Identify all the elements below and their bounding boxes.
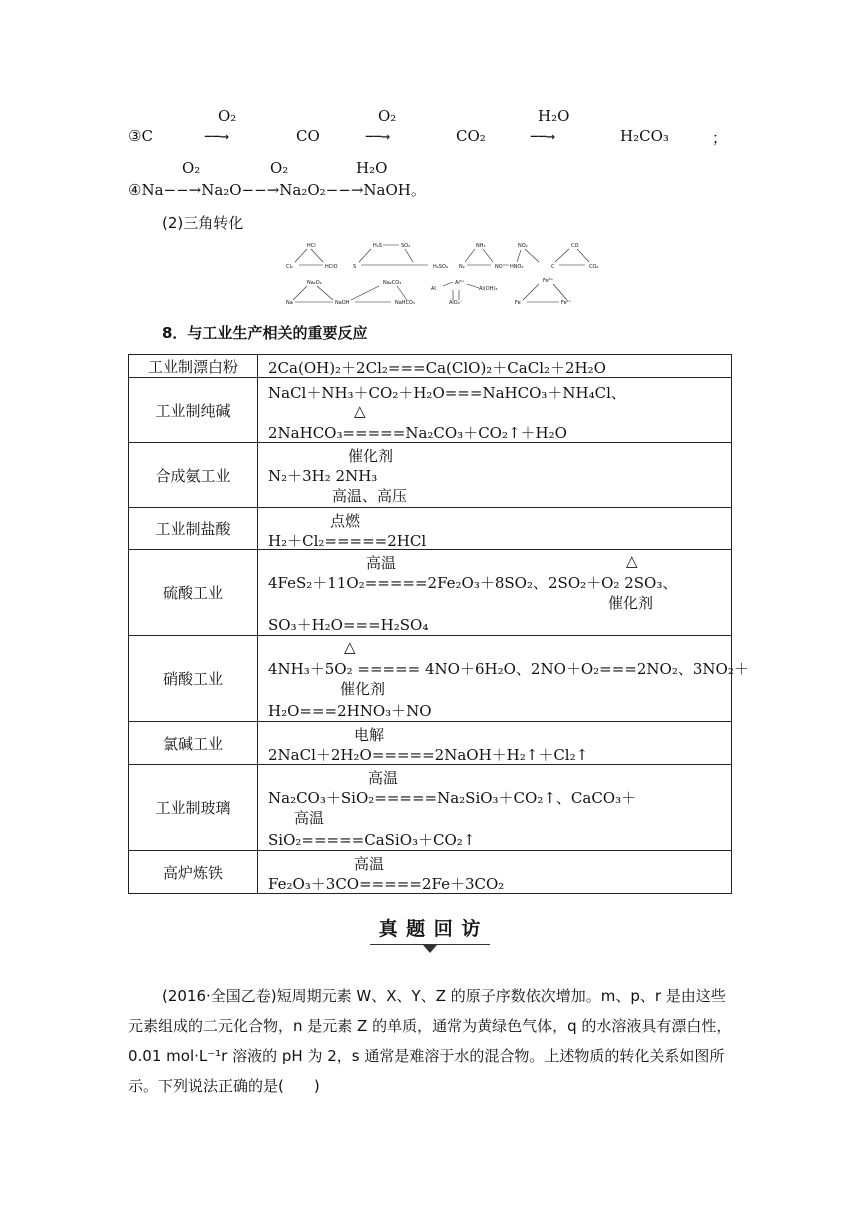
tri-fe2: Fe²⁺ (561, 300, 572, 306)
industrial-reactions-table (128, 354, 749, 894)
section-8-title: 8．与工业生产相关的重要反应 (162, 324, 368, 342)
row-equation (258, 636, 749, 722)
row-name: 硝酸工业 (129, 636, 258, 722)
tri-h2so4: H₂SO₄ (433, 264, 448, 270)
equation-line: Fe₂O₃＋3CO=====2Fe＋3CO₂ (268, 875, 505, 893)
row-equation (258, 550, 732, 636)
table-row (129, 550, 732, 636)
tri-na: Na (286, 300, 293, 306)
chain4-cond-1: O₂ (182, 159, 201, 177)
tri-co: CO (571, 243, 579, 249)
tri-al: Al (431, 286, 436, 292)
table-row (129, 722, 732, 765)
table-row (129, 765, 732, 851)
table-row (129, 443, 732, 508)
row-name: 工业制漂白粉 (129, 355, 258, 378)
tri-n2: N₂ (459, 264, 465, 270)
chain4-cond-3: H₂O (356, 159, 388, 177)
tri-na2o2: Na₂O₂ (307, 280, 322, 286)
table-row (129, 508, 732, 550)
condition: 高温 (354, 855, 385, 873)
chain3-arrow-1: −−→ (204, 127, 229, 145)
equation-line: SiO₂=====CaSiO₃＋CO₂↑ (268, 831, 476, 849)
row-equation (258, 851, 732, 894)
equation-line: 2NaHCO₃=====Na₂CO₃＋CO₂↑＋H₂O (268, 424, 567, 442)
equation-line: N₂＋3H₂ 2NH₃ (268, 467, 378, 485)
banner-pointer-icon (370, 945, 490, 955)
tri-co2: CO₂ (589, 264, 599, 270)
tri-nh3: NH₃ (476, 243, 486, 249)
chain3-cond-1: O₂ (218, 107, 237, 125)
condition: 高温 (368, 769, 399, 787)
condition: 催化剂 (608, 594, 654, 612)
row-name: 工业制玻璃 (129, 765, 258, 851)
equation-line: NaCl＋NH₃＋CO₂＋H₂O===NaHCO₃＋NH₄Cl、 (268, 384, 626, 402)
tri-al3: Al³⁺ (455, 280, 465, 286)
condition: 电解 (354, 726, 385, 744)
tri-alo2: AlO₂⁻ (449, 300, 463, 306)
tri-so2: SO₂ (401, 243, 411, 249)
tri-hno3: HNO₃ (510, 264, 524, 270)
row-equation (258, 765, 732, 851)
condition: 催化剂 (340, 680, 386, 698)
tri-naoh: NaOH (335, 300, 350, 306)
condition: △ (344, 638, 356, 656)
tri-nahco3: NaHCO₃ (395, 300, 415, 306)
table-row (129, 851, 732, 894)
tri-fe: Fe (515, 300, 521, 306)
condition: 高温 (294, 809, 325, 827)
section-triangle: (2)三角转化 (162, 214, 244, 232)
row-name: 硫酸工业 (129, 550, 258, 636)
table-row (129, 636, 732, 722)
chain3-cond-3: H₂O (538, 107, 570, 125)
row-name: 工业制盐酸 (129, 508, 258, 550)
equation-line: 4NH₃＋5O₂ ===== 4NO＋6H₂O、2NO＋O₂===2NO₂、3NO₂＋ (268, 660, 749, 678)
table-row (129, 378, 732, 443)
row-equation (258, 378, 732, 443)
question-paragraph (128, 981, 736, 1101)
chain3-item-1: CO (296, 127, 320, 145)
tri-hclo: HClO (325, 264, 338, 270)
tri-aloh3: Al(OH)₃ (479, 286, 498, 292)
row-equation (258, 722, 732, 765)
row-name: 氯碱工业 (129, 722, 258, 765)
row-equation (258, 443, 732, 508)
chain3-label: ③C (128, 127, 153, 145)
tri-s: S (353, 264, 357, 270)
question-text: 短周期元素 W、X、Y、Z 的原子序数依次增加。m、p、r 是由这些元素组成的二元化合物，n 是元素 Z 的单质，通常为黄绿色气体，q 的水溶液具有漂白性，0.01 mol·L⁻¹r 溶液的 pH 为 2，s 通常是难溶于水的混合物。上述物质的转化关系如图所示。下列说法正确的是( ) (128, 987, 732, 1095)
equation-line: H₂O===2HNO₃＋NO (268, 702, 432, 720)
chain4-cond-2: O₂ (270, 159, 289, 177)
row-equation (258, 508, 732, 550)
tri-hcl: HCl (307, 243, 316, 249)
triangle-conversion-figure (283, 238, 613, 308)
row-name: 工业制纯碱 (129, 378, 258, 443)
table-row (129, 355, 732, 378)
equation-line: SO₃＋H₂O===H₂SO₄ (268, 616, 429, 634)
tri-fe3: Fe³⁺ (543, 278, 554, 284)
chain4-text: ④Na−−→Na₂O−−→Na₂O₂−−→NaOH。 (128, 181, 426, 199)
chain3-arrow-2: −−→ (365, 127, 390, 145)
row-name: 合成氨工业 (129, 443, 258, 508)
equation-line: Na₂CO₃＋SiO₂=====Na₂SiO₃＋CO₂↑、CaCO₃＋ (268, 789, 637, 807)
tri-h2s: H₂S (373, 243, 382, 249)
condition: 高温 (366, 554, 397, 572)
question-source: (2016·全国乙卷) (162, 987, 277, 1005)
row-name: 高炉炼铁 (129, 851, 258, 894)
tri-no2: NO₂ (518, 243, 528, 249)
row-equation (258, 355, 732, 378)
equation-line: 2NaCl＋2H₂O=====2NaOH＋H₂↑＋Cl₂↑ (268, 746, 589, 764)
condition: △ (626, 552, 638, 570)
section-banner (370, 914, 490, 950)
equation-line: 4FeS₂＋11O₂=====2Fe₂O₃＋8SO₂、2SO₂＋O₂ 2SO₃、 (268, 574, 678, 592)
banner-title: 真 题 回 访 (370, 914, 490, 945)
tri-na2co3: Na₂CO₃ (383, 280, 402, 286)
condition: 点燃 (330, 512, 361, 530)
tri-cl2: Cl₂ (286, 264, 293, 270)
chain3-item-3: H₂CO₃ (620, 127, 669, 145)
chain3-item-2: CO₂ (456, 127, 486, 145)
chain3-end: ； (712, 129, 728, 147)
condition: △ (354, 402, 366, 420)
chain3-arrow-3: −−→ (530, 127, 555, 145)
condition: 高温、高压 (332, 487, 408, 505)
equation-line: H₂＋Cl₂=====2HCl (268, 532, 427, 550)
chain3-cond-2: O₂ (378, 107, 397, 125)
tri-no: NO (495, 264, 503, 270)
equation-line: 2Ca(OH)₂＋2Cl₂===Ca(ClO)₂＋CaCl₂＋2H₂O (268, 359, 606, 377)
condition: 催化剂 (348, 447, 394, 465)
tri-c: C (551, 264, 555, 270)
